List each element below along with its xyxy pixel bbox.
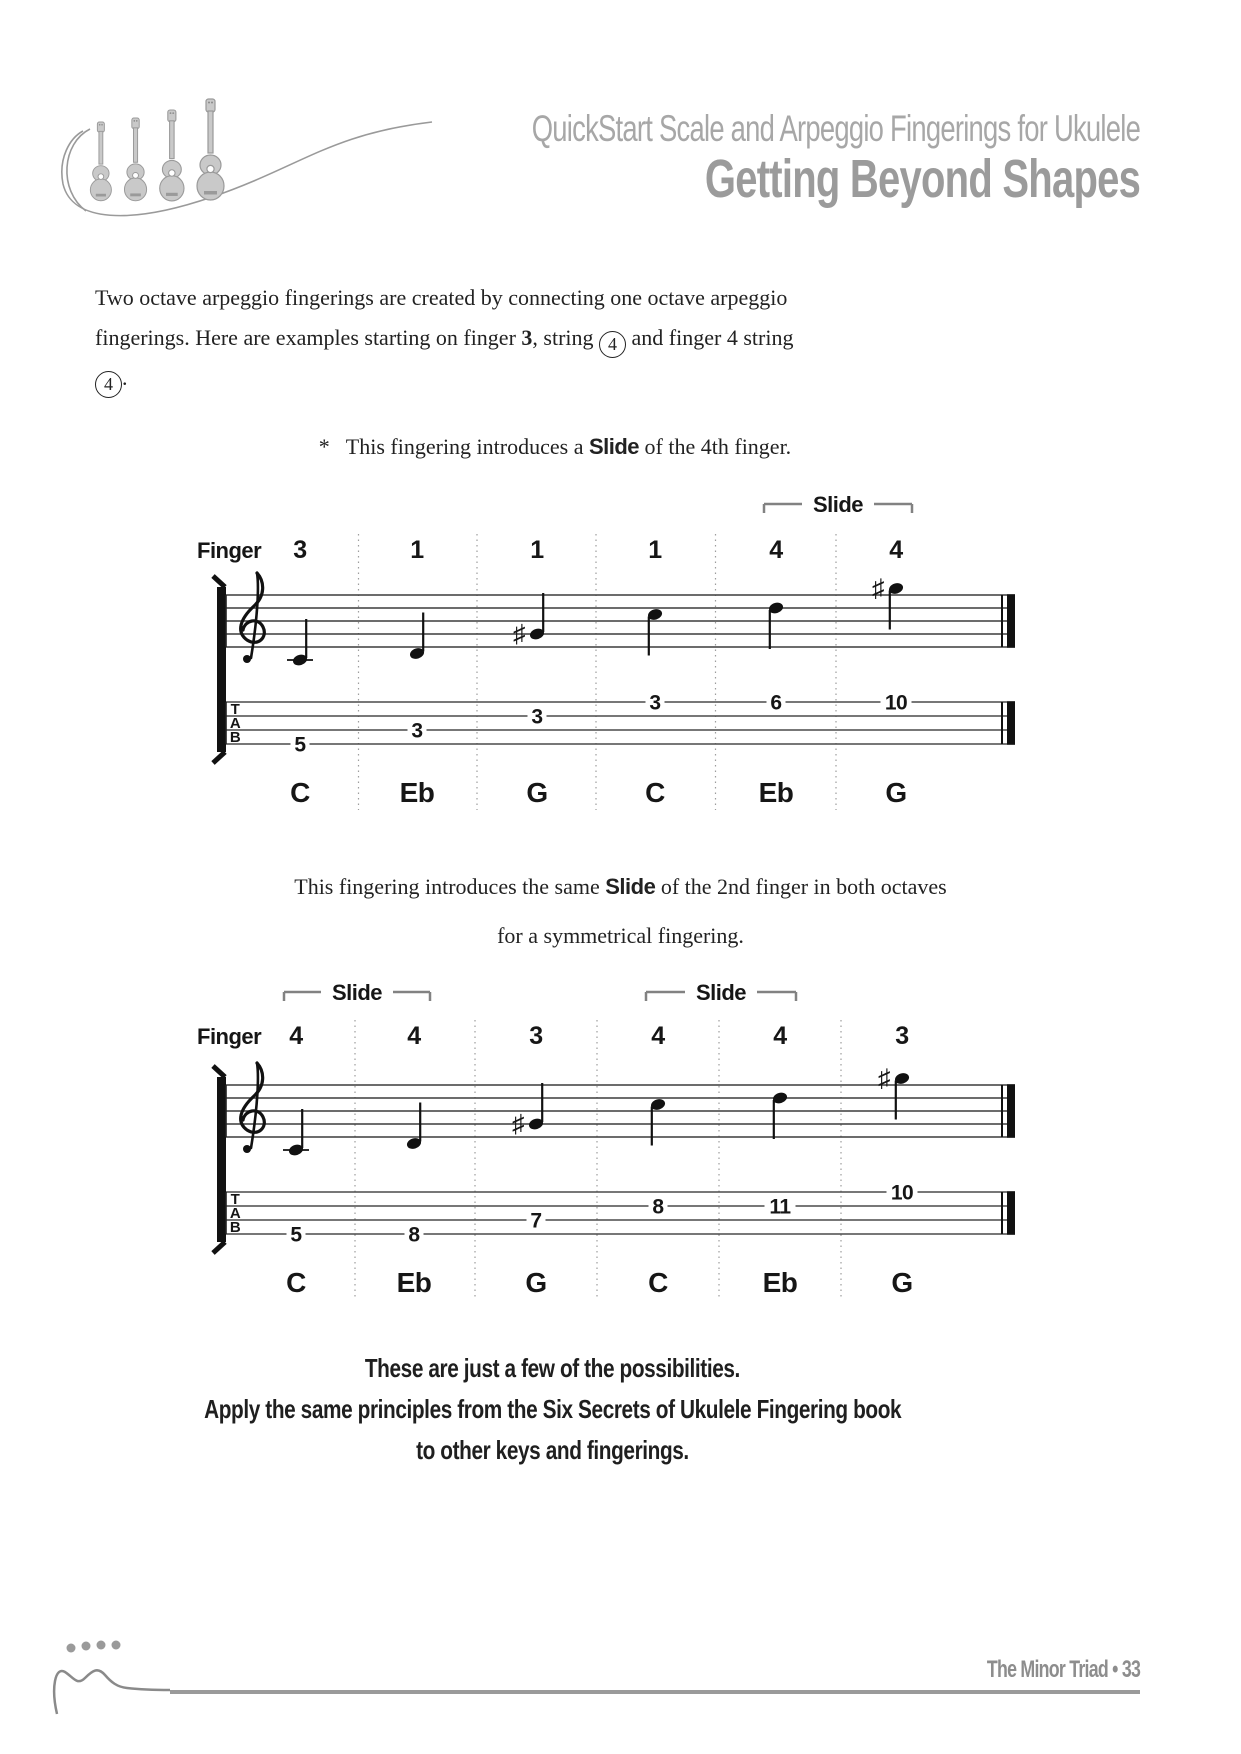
finger-number: 4 xyxy=(769,536,783,564)
footer-dot xyxy=(82,1642,91,1651)
finger-number: 4 xyxy=(289,1022,303,1050)
finger-number: 3 xyxy=(895,1022,909,1050)
tab-clef-letter: T xyxy=(230,1191,240,1208)
slide-label: Slide xyxy=(695,980,747,1005)
slide-label: Slide xyxy=(812,492,864,517)
system-bracket-bottom xyxy=(213,1242,225,1253)
ukulele-icon-1 xyxy=(90,122,111,201)
footnote-line: * This fingering introduces a Slide of the 4th finger. xyxy=(318,434,792,459)
finger-number: 3 xyxy=(529,1022,543,1050)
page-title xyxy=(552,148,1140,210)
finger-row-label: Finger xyxy=(197,1024,262,1049)
chord-letter: Eb xyxy=(396,1267,432,1298)
tab-clef-letter: A xyxy=(229,715,241,732)
treble-clef-dot xyxy=(243,1145,251,1153)
tab-clef-letter: B xyxy=(229,729,241,746)
notation-system-1 xyxy=(0,472,1241,828)
sharp-accidental: ♯ xyxy=(878,1064,890,1093)
page-title-text: Getting Beyond Shapes xyxy=(704,149,1140,209)
finger-number: 3 xyxy=(293,536,307,564)
doc-series-title-text: QuickStart Scale and Arpeggio Fingerings for Ukulele xyxy=(531,108,1140,149)
finger-number: 1 xyxy=(648,536,662,564)
ukulele-icon-2 xyxy=(124,118,146,201)
finger-row-label: Finger xyxy=(197,538,262,563)
finger-number: 1 xyxy=(530,536,544,564)
notation-system-2 xyxy=(0,960,1241,1316)
asterisk-marker: * xyxy=(318,434,330,459)
chord-letter: G xyxy=(891,1267,913,1298)
slide-keyword-2: Slide xyxy=(605,874,656,899)
closing-line-1: These are just a few of the possibilities. xyxy=(364,1353,741,1383)
tab-number: 5 xyxy=(290,1223,302,1247)
ukulele-icon-3 xyxy=(160,110,184,201)
ukulele-icon-4 xyxy=(197,99,224,200)
footer-dot xyxy=(67,1644,76,1653)
sharp-accidental: ♯ xyxy=(512,1110,524,1138)
circled-string-4b: 4 xyxy=(95,371,122,398)
tab-number: 10 xyxy=(884,691,908,715)
tab-number: 3 xyxy=(531,705,543,729)
treble-clef-tail xyxy=(251,1063,258,1148)
footer-dot xyxy=(112,1641,121,1650)
sharp-accidental: ♯ xyxy=(872,574,884,603)
tab-number: 5 xyxy=(294,733,306,757)
doc-series-title xyxy=(318,108,1140,150)
chord-letter: C xyxy=(645,777,665,808)
slide-keyword: Slide xyxy=(588,434,640,459)
tab-clef-letter: A xyxy=(229,1205,241,1222)
sharp-accidental: ♯ xyxy=(513,620,525,648)
closing-note xyxy=(0,1348,1105,1471)
chord-letter: C xyxy=(286,1267,306,1298)
tab-clef-letter: B xyxy=(229,1219,241,1236)
system-bracket xyxy=(217,1077,226,1242)
tab-number: 3 xyxy=(649,691,661,715)
treble-clef-tail xyxy=(251,573,258,658)
tab-number: 11 xyxy=(769,1195,791,1219)
footer-page-label-text: The Minor Triad • 33 xyxy=(986,1656,1140,1683)
tab-number: 6 xyxy=(770,691,782,715)
slide-label: Slide xyxy=(331,980,383,1005)
system-bracket-bottom xyxy=(213,752,225,763)
chord-letter: G xyxy=(526,777,548,808)
chord-letter: Eb xyxy=(399,777,435,808)
circled-string-4: 4 xyxy=(599,331,626,358)
finger-number: 4 xyxy=(407,1022,421,1050)
tab-clef-letter: T xyxy=(230,701,240,718)
finger-number: 4 xyxy=(651,1022,665,1050)
tab-number: 8 xyxy=(652,1195,664,1219)
treble-clef-dot xyxy=(243,655,251,663)
finger-number-bold: 3 xyxy=(521,325,533,350)
ukulele-logo xyxy=(70,90,270,220)
chord-letter: G xyxy=(525,1267,547,1298)
closing-line-3: to other keys and fingerings. xyxy=(416,1435,689,1465)
system-bracket-top xyxy=(213,1066,225,1077)
footer-page-label xyxy=(933,1656,1140,1684)
intro-line-3: 4 . xyxy=(95,358,793,398)
closing-line-2: Apply the same principles from the Six Secrets of Ukulele Fingering book xyxy=(203,1394,902,1424)
footer-squiggle xyxy=(54,1670,170,1714)
chord-letter: Eb xyxy=(758,777,794,808)
system-bracket-top xyxy=(213,576,225,587)
end-barline-thick xyxy=(1007,594,1015,647)
chord-letter: C xyxy=(648,1267,668,1298)
chord-letter: C xyxy=(290,777,310,808)
finger-number: 4 xyxy=(773,1022,787,1050)
system-bracket xyxy=(217,587,226,752)
footer-rule xyxy=(170,1690,1140,1694)
tab-number: 8 xyxy=(408,1223,420,1247)
footer-ornament xyxy=(45,1630,195,1720)
end-barline-thick xyxy=(1007,701,1015,744)
finger-number: 4 xyxy=(889,536,903,564)
tab-number: 7 xyxy=(530,1209,542,1233)
finger-number: 1 xyxy=(410,536,424,564)
intro-line-2: fingerings. Here are examples starting on finger 3, string 4 and finger 4 string xyxy=(95,318,793,358)
intro-paragraph xyxy=(95,278,793,398)
tab-number: 3 xyxy=(411,719,423,743)
tab-number: 10 xyxy=(890,1181,914,1205)
mid-note xyxy=(0,862,1241,960)
end-barline-thick xyxy=(1007,1191,1015,1234)
intro-line-1: Two octave arpeggio fingerings are created by connecting one octave arpeggio xyxy=(95,285,788,310)
mid-note-line-1: This fingering introduces the same Slide of the 2nd finger in both octaves xyxy=(294,874,947,899)
chord-letter: G xyxy=(885,777,907,808)
mid-note-line-2: for a symmetrical fingering. xyxy=(497,923,744,948)
footer-dot xyxy=(97,1641,106,1650)
end-barline-thick xyxy=(1007,1084,1015,1137)
chord-letter: Eb xyxy=(762,1267,798,1298)
